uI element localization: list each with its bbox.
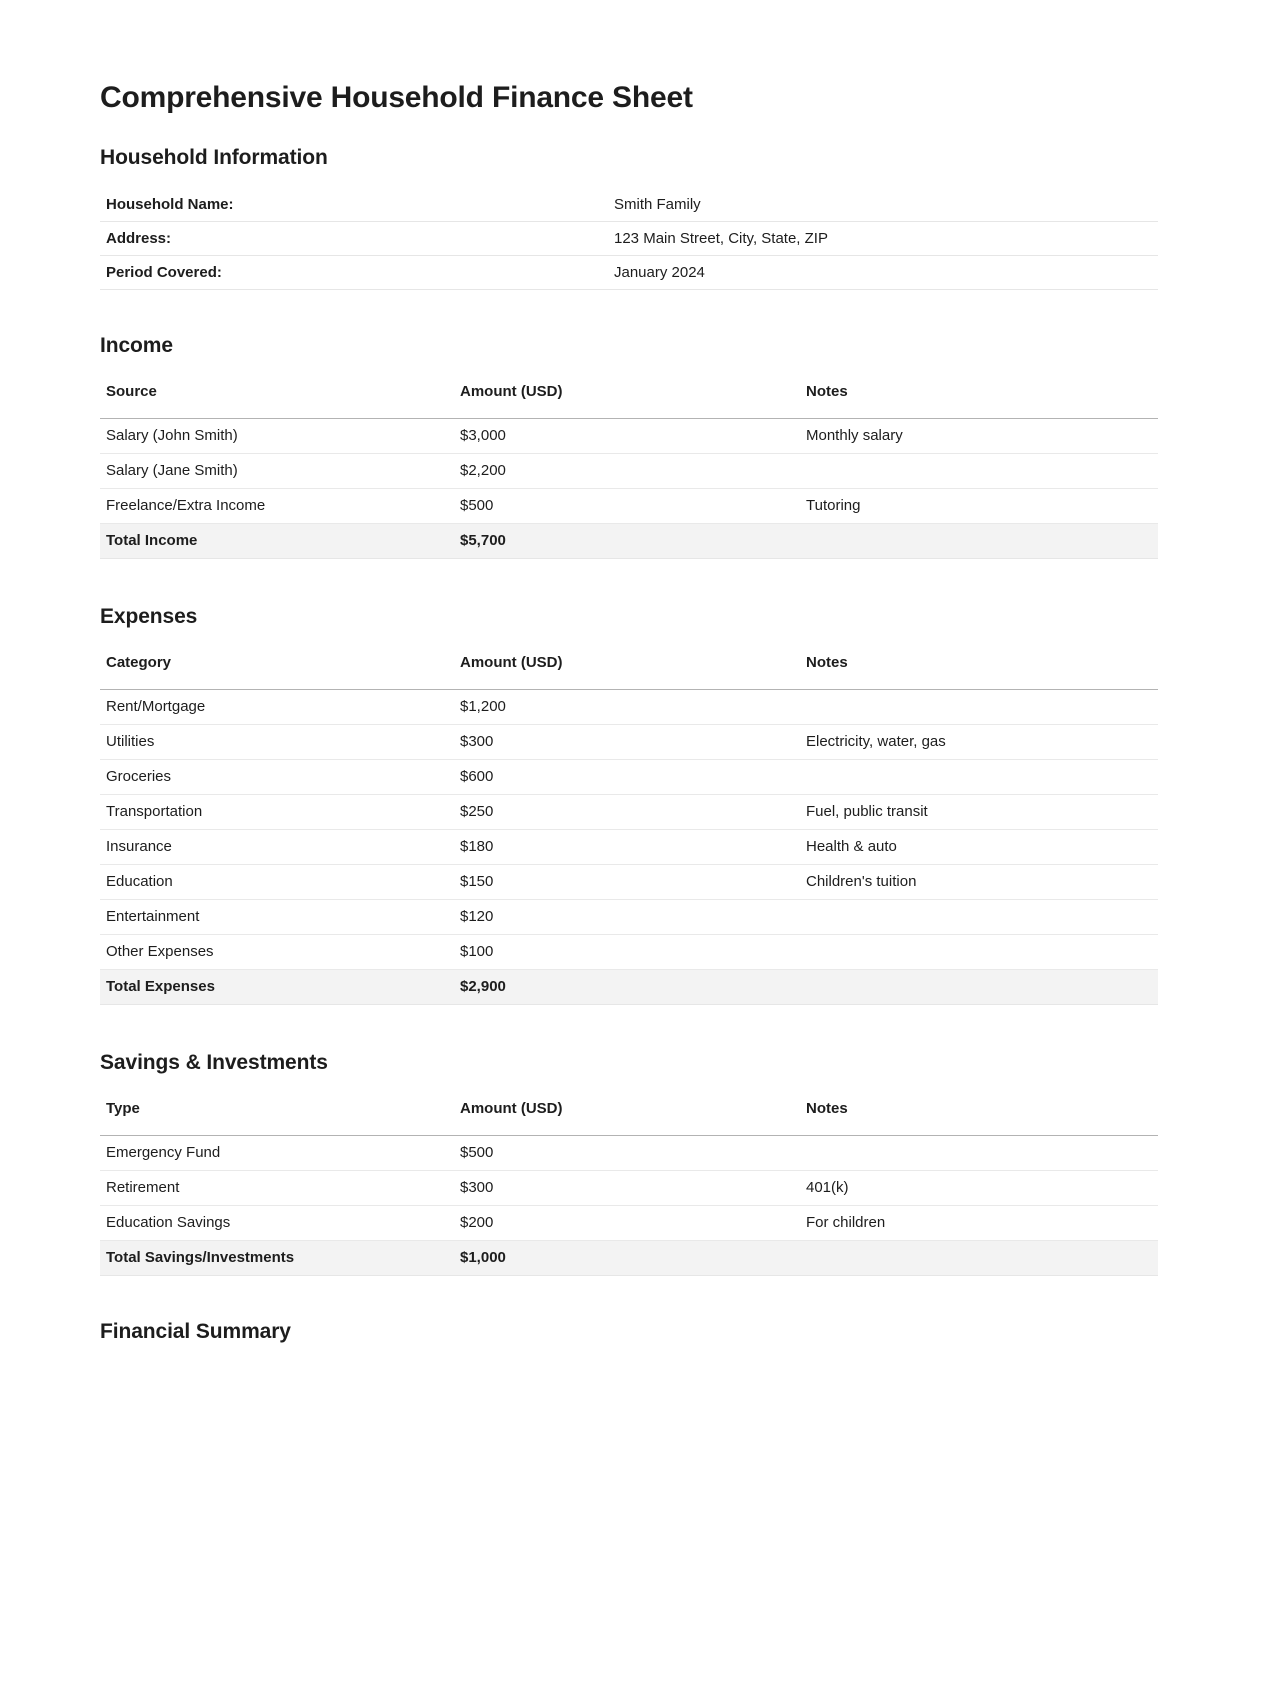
cell-type: Education Savings bbox=[100, 1206, 454, 1241]
info-row-period-covered bbox=[100, 256, 1158, 290]
income-table bbox=[100, 370, 1158, 559]
cell-amount: $300 bbox=[454, 1171, 800, 1206]
cell-type: Emergency Fund bbox=[100, 1136, 454, 1171]
cell-amount: $150 bbox=[454, 865, 800, 900]
table-row bbox=[100, 1206, 1158, 1241]
cell-notes: For children bbox=[800, 1206, 1158, 1241]
page-title: Comprehensive Household Finance Sheet bbox=[100, 81, 693, 114]
cell-total-notes bbox=[800, 524, 1158, 559]
cell-notes: Tutoring bbox=[800, 489, 1158, 524]
total-row-income bbox=[100, 524, 1158, 559]
savings-header-row bbox=[100, 1087, 1158, 1136]
table-row bbox=[100, 935, 1158, 970]
info-value: 123 Main Street, City, State, ZIP bbox=[608, 222, 1158, 256]
income-header-row bbox=[100, 370, 1158, 419]
cell-notes bbox=[800, 935, 1158, 970]
cell-amount: $100 bbox=[454, 935, 800, 970]
table-row bbox=[100, 795, 1158, 830]
cell-total-label: Total Income bbox=[100, 524, 454, 559]
column-header-category: Category bbox=[100, 641, 454, 690]
expenses-header-row bbox=[100, 641, 1158, 690]
info-value: Smith Family bbox=[608, 188, 1158, 222]
cell-notes: Electricity, water, gas bbox=[800, 725, 1158, 760]
cell-amount: $1,200 bbox=[454, 690, 800, 725]
cell-amount: $120 bbox=[454, 900, 800, 935]
cell-total-amount: $2,900 bbox=[454, 970, 800, 1005]
table-row bbox=[100, 454, 1158, 489]
cell-amount: $3,000 bbox=[454, 419, 800, 454]
table-row bbox=[100, 1171, 1158, 1206]
cell-total-label: Total Expenses bbox=[100, 970, 454, 1005]
column-header-notes: Notes bbox=[800, 641, 1158, 690]
table-row bbox=[100, 1136, 1158, 1171]
cell-amount: $180 bbox=[454, 830, 800, 865]
column-header-amount: Amount (USD) bbox=[454, 370, 800, 419]
section-heading-financial-summary: Financial Summary bbox=[100, 1320, 291, 1343]
column-header-source: Source bbox=[100, 370, 454, 419]
cell-amount: $300 bbox=[454, 725, 800, 760]
cell-total-amount: $5,700 bbox=[454, 524, 800, 559]
cell-category: Groceries bbox=[100, 760, 454, 795]
cell-total-notes bbox=[800, 970, 1158, 1005]
cell-total-label: Total Savings/Investments bbox=[100, 1241, 454, 1276]
cell-source: Freelance/Extra Income bbox=[100, 489, 454, 524]
section-heading-income: Income bbox=[100, 334, 173, 357]
cell-source: Salary (Jane Smith) bbox=[100, 454, 454, 489]
cell-notes: Health & auto bbox=[800, 830, 1158, 865]
info-row-address bbox=[100, 222, 1158, 256]
info-label: Household Name: bbox=[100, 188, 608, 222]
info-label: Period Covered: bbox=[100, 256, 608, 290]
cell-notes: Children's tuition bbox=[800, 865, 1158, 900]
table-row bbox=[100, 690, 1158, 725]
column-header-notes: Notes bbox=[800, 370, 1158, 419]
document-viewport bbox=[0, 80, 1263, 1392]
column-header-amount: Amount (USD) bbox=[454, 641, 800, 690]
total-row-savings bbox=[100, 1241, 1158, 1276]
cell-source: Salary (John Smith) bbox=[100, 419, 454, 454]
column-header-notes: Notes bbox=[800, 1087, 1158, 1136]
cell-amount: $200 bbox=[454, 1206, 800, 1241]
table-row bbox=[100, 489, 1158, 524]
cell-type: Retirement bbox=[100, 1171, 454, 1206]
cell-category: Transportation bbox=[100, 795, 454, 830]
document-content bbox=[100, 80, 1158, 1346]
info-label: Address: bbox=[100, 222, 608, 256]
cell-total-notes bbox=[800, 1241, 1158, 1276]
cell-notes bbox=[800, 454, 1158, 489]
cell-amount: $250 bbox=[454, 795, 800, 830]
cell-notes: Monthly salary bbox=[800, 419, 1158, 454]
info-row-household-name bbox=[100, 188, 1158, 222]
table-row bbox=[100, 865, 1158, 900]
cell-category: Education bbox=[100, 865, 454, 900]
cell-notes bbox=[800, 760, 1158, 795]
cell-category: Insurance bbox=[100, 830, 454, 865]
table-row bbox=[100, 419, 1158, 454]
cell-notes bbox=[800, 900, 1158, 935]
section-heading-savings-investments: Savings & Investments bbox=[100, 1051, 328, 1074]
savings-table bbox=[100, 1087, 1158, 1276]
table-row bbox=[100, 900, 1158, 935]
cell-amount: $500 bbox=[454, 489, 800, 524]
household-info-table bbox=[100, 188, 1158, 290]
cell-category: Utilities bbox=[100, 725, 454, 760]
total-row-expenses bbox=[100, 970, 1158, 1005]
cell-notes bbox=[800, 1136, 1158, 1171]
cell-category: Other Expenses bbox=[100, 935, 454, 970]
info-value: January 2024 bbox=[608, 256, 1158, 290]
expenses-table bbox=[100, 641, 1158, 1005]
cell-amount: $500 bbox=[454, 1136, 800, 1171]
cell-notes: 401(k) bbox=[800, 1171, 1158, 1206]
table-row bbox=[100, 830, 1158, 865]
cell-amount: $2,200 bbox=[454, 454, 800, 489]
column-header-type: Type bbox=[100, 1087, 454, 1136]
cell-category: Entertainment bbox=[100, 900, 454, 935]
column-header-amount: Amount (USD) bbox=[454, 1087, 800, 1136]
table-row bbox=[100, 725, 1158, 760]
cell-notes: Fuel, public transit bbox=[800, 795, 1158, 830]
table-row bbox=[100, 760, 1158, 795]
cell-total-amount: $1,000 bbox=[454, 1241, 800, 1276]
section-heading-expenses: Expenses bbox=[100, 605, 198, 628]
cell-amount: $600 bbox=[454, 760, 800, 795]
section-heading-household-information: Household Information bbox=[100, 146, 328, 169]
cell-notes bbox=[800, 690, 1158, 725]
cell-category: Rent/Mortgage bbox=[100, 690, 454, 725]
